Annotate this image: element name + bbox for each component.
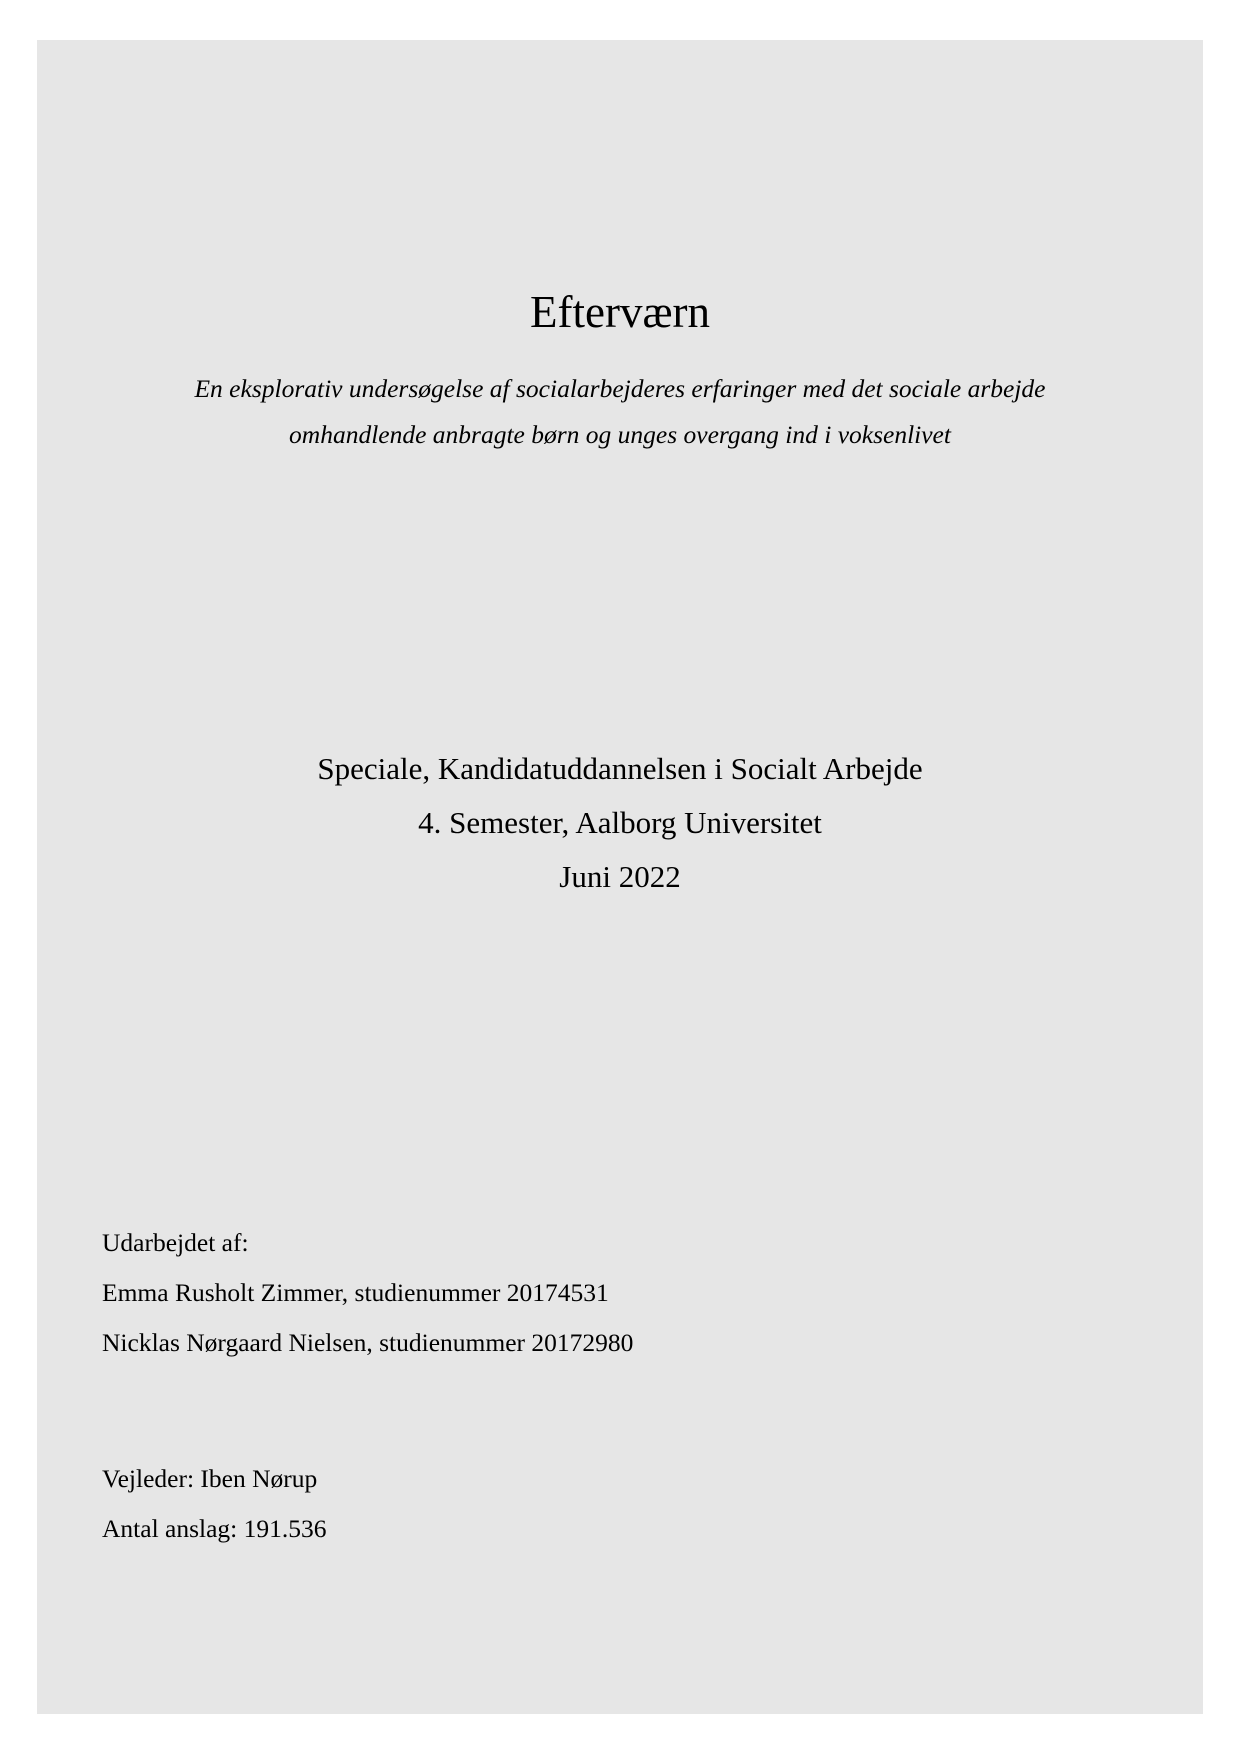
supervisor: Vejleder: Iben Nørup <box>102 1464 318 1493</box>
subtitle-line-1: En eksplorativ undersøgelse af socialarbejderes erfaringer med det sociale arbejde <box>194 374 1046 403</box>
document-title: Efterværn <box>530 287 710 337</box>
authors-block <box>102 1218 633 1368</box>
author-1: Emma Rusholt Zimmer, studienummer 20174531 <box>102 1278 609 1307</box>
cover-page <box>37 40 1203 1714</box>
subtitle-line-2: omhandlende anbragte børn og unges overgang ind i voksenlivet <box>289 420 951 449</box>
authors-label: Udarbejdet af: <box>102 1228 249 1257</box>
meta-block <box>102 1454 327 1554</box>
thesis-info <box>37 742 1203 904</box>
date-line: Juni 2022 <box>559 859 681 894</box>
author-2: Nicklas Nørgaard Nielsen, studienummer 20172980 <box>102 1328 634 1357</box>
semester-line: 4. Semester, Aalborg Universitet <box>418 805 822 840</box>
document-subtitle <box>37 366 1203 458</box>
character-count: Antal anslag: 191.536 <box>102 1514 327 1543</box>
program-line: Speciale, Kandidatuddannelsen i Socialt Arbejde <box>317 751 923 786</box>
